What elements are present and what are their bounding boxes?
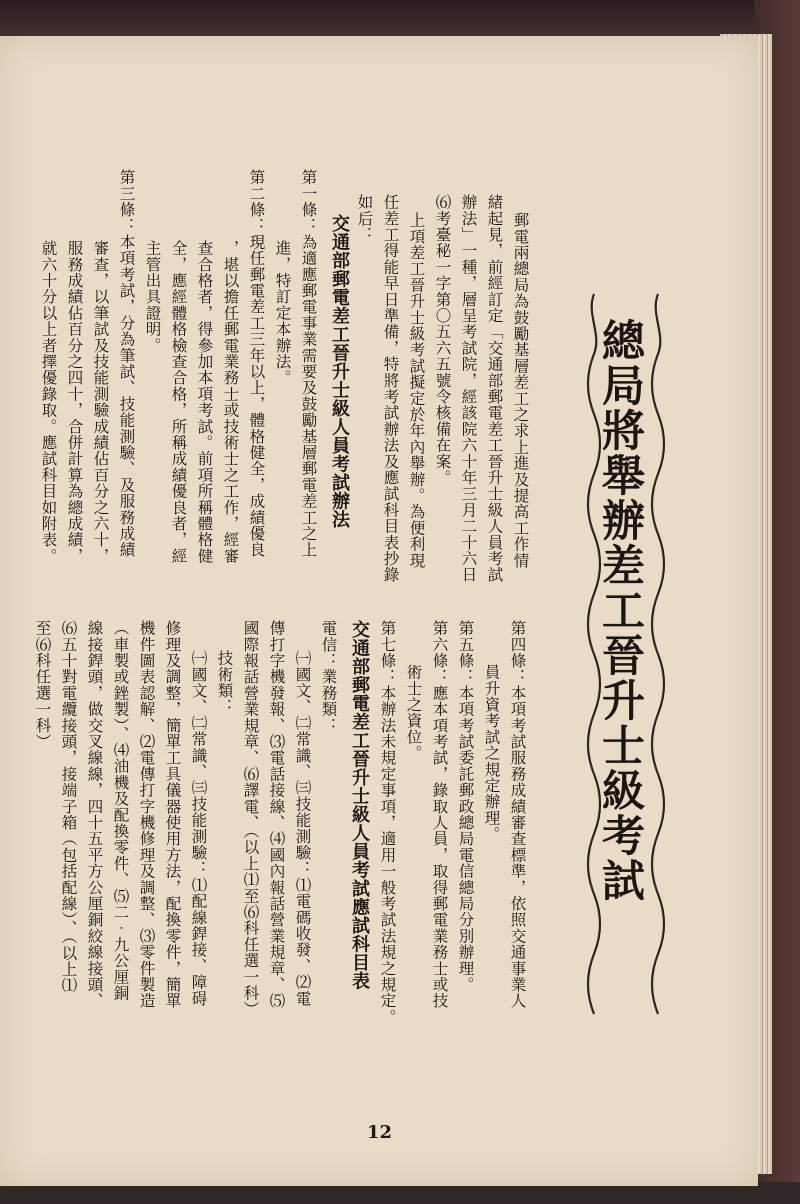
- article-title: 總局將舉辦差工晉升士級考試: [595, 318, 645, 903]
- table-line-5: 技術類：: [215, 650, 234, 715]
- table-line-6: ㈠國文、㈡常識、㈢技能測驗：⑴配線銲接、障碍: [189, 650, 208, 1007]
- table-line-12: 至⑹科任選一科）: [33, 620, 52, 750]
- table-line-11: ⑹五十對電纜接頭，接端子箱（包括配線）、（以上⑴: [59, 620, 78, 994]
- rule-line-10: 服務成績佔百分之四十，合併計算為總成績，: [65, 240, 84, 564]
- table-line-10: 線接銲頭，做交叉線線，四十五平方公厘銅絞線接頭、: [85, 620, 104, 1009]
- rule-line-16: 術士之資位。: [404, 664, 423, 762]
- table-line-3: 傳打字機發報、⑶電話接線、⑷國內報話營業規章、⑸: [267, 620, 286, 1009]
- page-number: 12: [367, 1122, 393, 1143]
- table-line-7: 修理及調整，簡單工具儀器使用方法，配換零件，簡單: [163, 620, 182, 1009]
- table-title: 交通部郵電差工晉升士級人員考試應試科目表: [349, 620, 370, 990]
- rule-line-14: 第五條：本項考試委託郵政總局電信總局分別辦理。: [456, 620, 475, 993]
- intro-line-3: 辦法」一種，層呈考試院，經該院六十年三月二十六日: [459, 194, 478, 583]
- rule-line-1: 第一條：為適應郵電事業需要及鼓勵基層郵電差工之上: [299, 169, 318, 558]
- rule-line-2: 進，特訂定本辦法。: [273, 240, 292, 386]
- rule-line-4: ，堪以擔任郵電業務士或技術士之工作，經審: [221, 240, 240, 564]
- rule-line-3: 第二條：現任郵電差工三年以上，體格健全，成績優良: [247, 169, 266, 558]
- rules-title: 交通部郵電差工晉升士級人員考試辦法: [329, 214, 350, 529]
- intro-line-4: ⑹考臺秘一字第〇五六五號令核備在案。: [433, 194, 452, 486]
- rule-line-9: 審查，以筆試及技能測驗成績佔百分之六十，: [91, 240, 110, 564]
- rule-line-5: 查合格者，得參加本項考試。前項所稱體格健: [195, 240, 214, 564]
- rule-line-17: 第七條：本辦法未規定事項，適用一般考試法規之規定。: [378, 620, 397, 1025]
- rule-line-6: 全，應經體格檢查合格，所稱成績優良者，經: [169, 240, 188, 564]
- document-page: [0, 36, 758, 1186]
- intro-line-1: 郵電兩總局為鼓勵基層差工之求上進及提高工作情: [511, 212, 530, 569]
- intro-line-5: 上項差工晉升士級考試擬定於年內舉辦。為便利現: [407, 212, 426, 569]
- table-line-2: ㈠國文、㈡常識、㈢技能測驗：⑴電碼收發、⑵電: [293, 650, 312, 1007]
- intro-line-2: 緒起見，前經訂定「交通部郵電差工晉升士級人員考試: [485, 194, 504, 583]
- intro-line-7: 如后：: [355, 194, 374, 243]
- table-line-1: 電信：業務類：: [319, 620, 338, 734]
- table-line-9: （車製或銼製）、⑷油機及配換零件、⑸二‧九公厘銅: [111, 620, 130, 1002]
- rule-line-11: 就六十分以上者擇優錄取。應試科目如附表。: [39, 240, 58, 564]
- table-line-4: 國際報話營業規章、⑹譯電、（以上⑴至⑹科任選一科）: [241, 620, 260, 1018]
- rule-line-7: 主管出具證明。: [143, 240, 162, 354]
- rule-line-13: 員升資考試之規定辦理。: [482, 664, 501, 843]
- rule-line-8: 第三條：本項考試，分為筆試、技能測驗、及服務成績: [117, 169, 136, 558]
- table-line-8: 機件圖表認解、⑵電傳打字機修理及調整、⑶零件製造: [137, 620, 156, 1009]
- rule-line-15: 第六條：應本項考試，錄取人員，取得郵電業務士或技: [430, 620, 449, 1009]
- rule-line-12: 第四條：本項考試服務成績審查標準，依照交通事業人: [508, 620, 527, 1009]
- intro-line-6: 任差工得能早日準備，特將考試辦法及應試科目表抄錄: [381, 194, 400, 583]
